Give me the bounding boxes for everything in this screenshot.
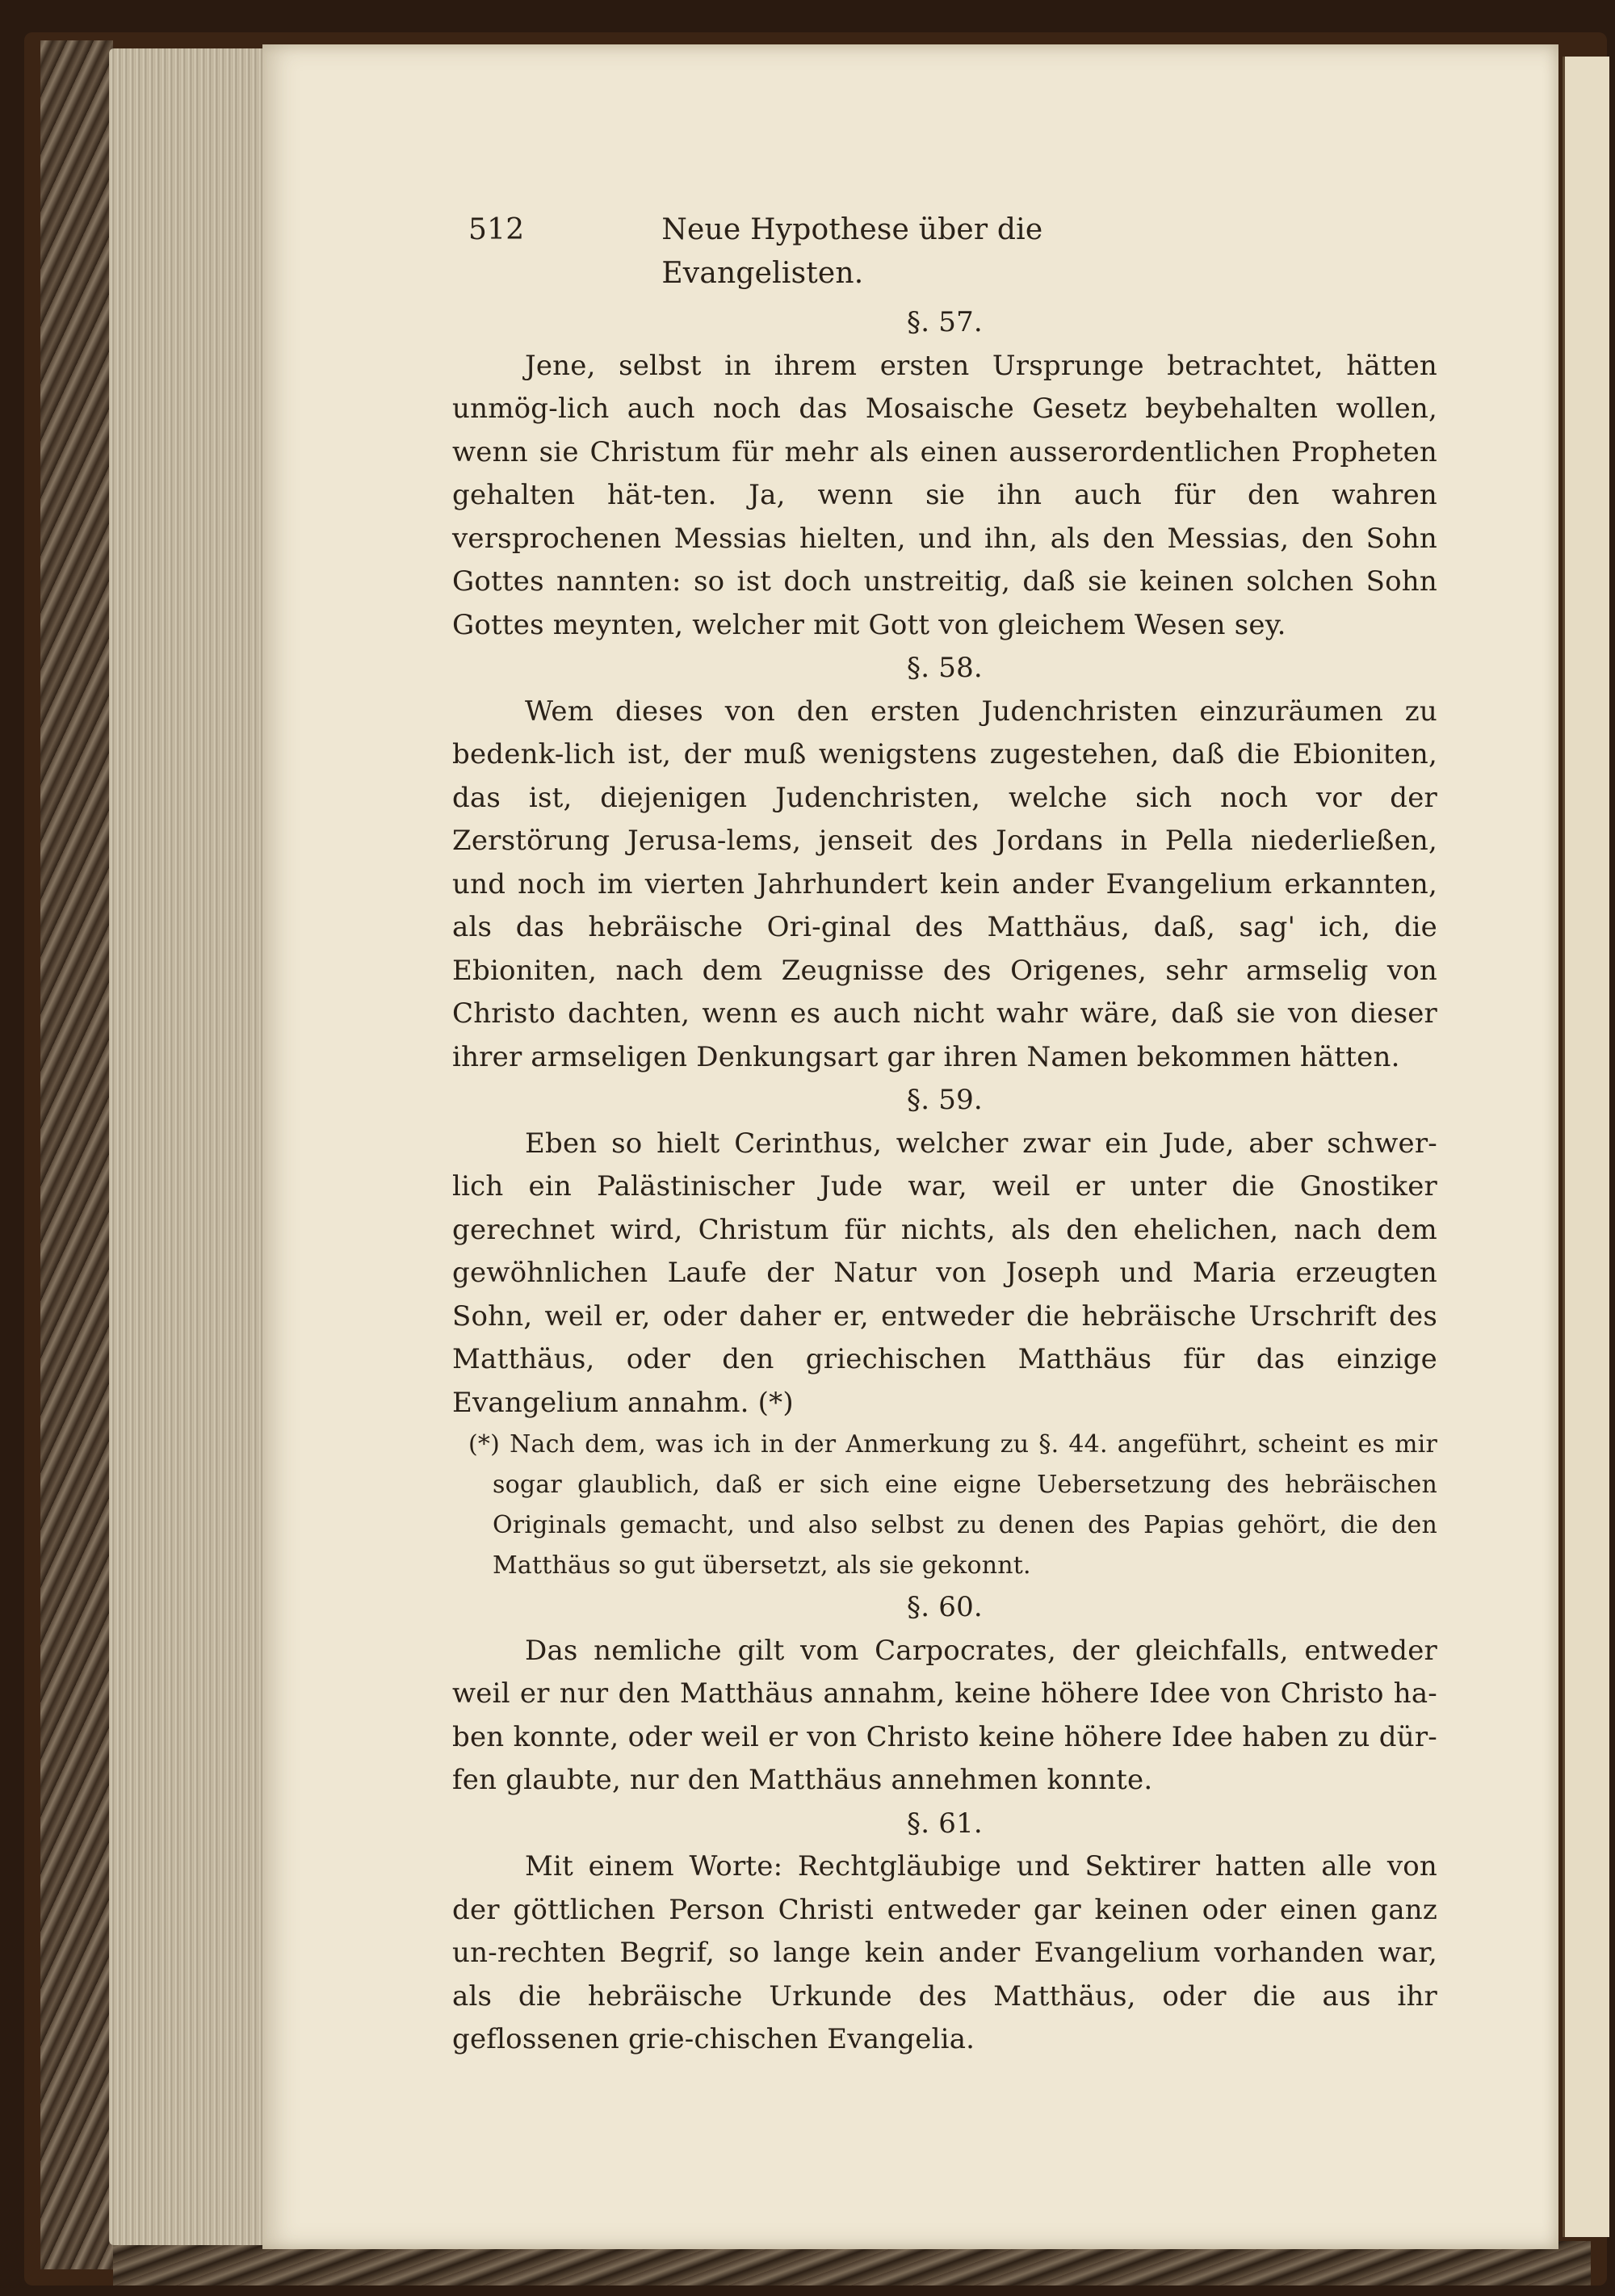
paragraph: Mit einem Worte: Rechtgläubige und Sektirer hatten alle von der göttlichen Person Christi entweder gar keinen oder einen ganz un-rechten Begrif, so lange kein ander Evangelium vorhanden war, als die hebräische Urkunde des Matthäus, oder die aus ihr geflossenen grie-chischen Evangelia.: [452, 1850, 1437, 2055]
running-header: [468, 208, 1211, 295]
running-title: Neue Hypothese über die Evangelisten.: [661, 213, 1043, 290]
page-text: [452, 208, 1437, 2062]
page-number: 512: [468, 213, 525, 246]
section-heading: §. 60.: [907, 1591, 983, 1623]
section-heading: §. 57.: [907, 306, 983, 338]
marbled-endpaper: [40, 40, 113, 2269]
section-heading: §. 58.: [907, 652, 983, 684]
paragraph: Jene, selbst in ihrem ersten Ursprunge betrachtet, hätten unmög-lich auch noch das Mosaische Gesetz beybehalten wollen, wenn sie Christum für mehr als einen ausserordentlichen Propheten gehalten hät-ten. Ja, wenn sie ihn auch für den wahren versprochenen Messias hielten, und ihn, als den Messias, den Sohn Gottes nannten: so ist doch unstreitig, daß sie keinen solchen Sohn Gottes meynten, welcher mit Gott von gleichem Wesen sey.: [452, 349, 1437, 641]
paragraph: Wem dieses von den ersten Judenchristen einzuräumen zu bedenk-lich ist, der muß wenigstens zugestehen, daß die Ebioniten, das ist, diejenigen Judenchristen, welche sich noch vor der Zerstörung Jerusa-lems, jenseit des Jordans in Pella niederließen, und noch im vierten Jahrhundert kein ander Evangelium erkannten, als das hebräische Ori-ginal des Matthäus, daß, sag' ich, die Ebioniten, nach dem Zeugnisse des Origenes, sehr armselig von Christo dachten, wenn es auch nicht wahr wäre, daß sie von dieser ihrer armseligen Denkungsart gar ihren Namen bekommen hätten.: [452, 695, 1437, 1073]
page-edges: [109, 48, 271, 2245]
paragraph: Das nemliche gilt vom Carpocrates, der gleichfalls, entweder weil er nur den Matthäus annahm, keine höhere Idee von Christo ha-ben konnte, oder weil er von Christo keine höhere Idee haben zu dür-fen glaubte, nur den Matthäus annehmen konnte.: [452, 1634, 1437, 1796]
paragraph: Eben so hielt Cerinthus, welcher zwar ein Jude, aber schwer-lich ein Palästinischer Jude war, weil er unter die Gnostiker gerechnet wird, Christum für nichts, als den ehelichen, nach dem gewöhnlichen Laufe der Natur von Joseph und Maria erzeugten Sohn, weil er, oder daher er, entweder die hebräische Urschrift des Matthäus, oder den griechischen Matthäus für das einzige Evangelium annahm. (*): [452, 1127, 1437, 1419]
section-heading: §. 61.: [907, 1807, 983, 1840]
footnote: (*) Nach dem, was ich in der Anmerkung zu §. 44. angeführt, scheint es mir sogar glaublich, daß er sich eine eigne Uebersetzung des hebräischen Originals gemacht, und also selbst zu denen des Papias gehört, die den Matthäus so gut übersetzt, als sie gekonnt.: [468, 1430, 1437, 1580]
section-heading: §. 59.: [907, 1084, 983, 1116]
facing-page-edge: [1563, 57, 1609, 2237]
